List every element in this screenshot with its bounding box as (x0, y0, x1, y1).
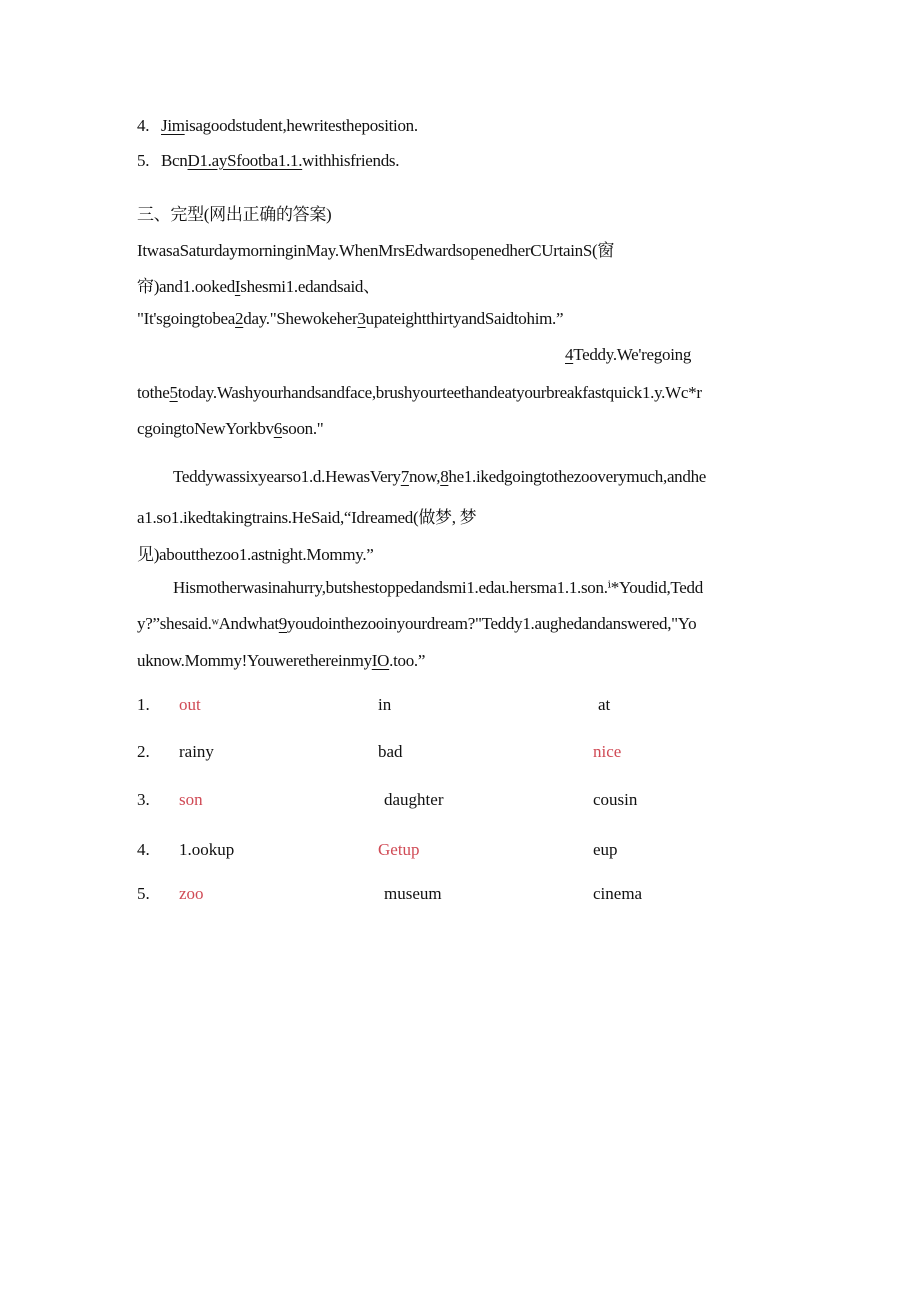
option-c: cinema (593, 884, 643, 903)
option-c: at (598, 695, 611, 714)
sentence-text: isagoodstudent,hewritesthe (184, 116, 362, 135)
option-b: in (378, 695, 392, 714)
passage-line: ItwasaSaturdaymorninginMay.WhenMrsEdwardsopenedherCUrtainS(窗 (137, 241, 615, 260)
passage-line: y?”shesaid.ʷAndwhat9youdointhezooinyourdream?"Teddy1.aughedandanswered,"Yo (137, 614, 697, 633)
blank-2: 2 (235, 309, 244, 328)
sentence-text: withhisfriends. (302, 151, 400, 170)
section-title: 三、完型(网出正确的答案) (137, 205, 332, 224)
option-a: 1.ookup (179, 840, 235, 859)
sentence-word: footba1.1. (236, 151, 303, 170)
blank-6: 6 (273, 419, 282, 438)
option-a: rainy (179, 742, 214, 761)
blank-8: 8 (440, 467, 449, 486)
passage-line: 帘)and1.ookedIshesmi1.edandsaid、 (137, 277, 380, 296)
passage-line: 见)aboutthezoo1.astnight.Mommy.” (137, 545, 374, 564)
passage-line: "It'sgoingtobea2day."Shewokeher3upateightthirtyandSaidtohim.” (137, 309, 564, 328)
passage-line: a1.so1.ikedtakingtrains.HeSaid,“Idreamed(做梦, 梦 (137, 508, 477, 527)
option-a: zoo (179, 884, 204, 903)
blank-10: IO (371, 651, 390, 670)
passage-line: Hismotherwasinahurry,butshestoppedandsmi1.edaι.hersma1.1.son.ⁱ*Youdid,Tedd (173, 578, 703, 597)
option-b: bad (378, 742, 403, 761)
sentence-text: Bcn (161, 151, 188, 170)
question-number: 3. (137, 790, 150, 809)
passage-line: Teddywassixyearso1.d.HewasVery7now,8he1.ikedgoingtothezooverymuch,andhe (173, 467, 707, 486)
sentence-number: 5. (137, 151, 150, 170)
sentence-text: position. (361, 116, 418, 135)
option-b: daughter (384, 790, 444, 809)
blank-9: 9 (278, 614, 287, 633)
sentence-word: Jim (161, 116, 185, 135)
option-b: Getup (378, 840, 420, 859)
sentence-number: 4. (137, 116, 150, 135)
blank-3: 3 (357, 309, 366, 328)
blank-5: 5 (169, 383, 178, 402)
question-number: 2. (137, 742, 150, 761)
sentence-word: D1.ayS (187, 151, 237, 170)
sentence-4 (137, 116, 418, 136)
option-c: cousin (593, 790, 638, 809)
blank-4: 4 (565, 345, 574, 364)
passage-line: 4Teddy.We'regoing (565, 345, 692, 364)
option-a: out (179, 695, 201, 714)
option-c: nice (593, 742, 622, 761)
passage-line: uknow.Mommy!YouwerethereinmyIO.too.” (137, 651, 426, 670)
option-c: eup (593, 840, 618, 859)
option-a: son (179, 790, 203, 809)
option-b: museum (384, 884, 442, 903)
blank-7: 7 (400, 467, 409, 486)
passage-line: tothe5today.Washyourhandsandface,brushyourteethandeatyourbreakfastquick1.y.Wc*r (137, 383, 702, 402)
question-number: 4. (137, 840, 150, 859)
question-number: 5. (137, 884, 150, 903)
sentence-5 (137, 151, 399, 171)
passage-line: cgoingtoNewYorkbv6soon." (137, 419, 324, 438)
blank-1: I (234, 277, 241, 296)
question-number: 1. (137, 695, 150, 714)
